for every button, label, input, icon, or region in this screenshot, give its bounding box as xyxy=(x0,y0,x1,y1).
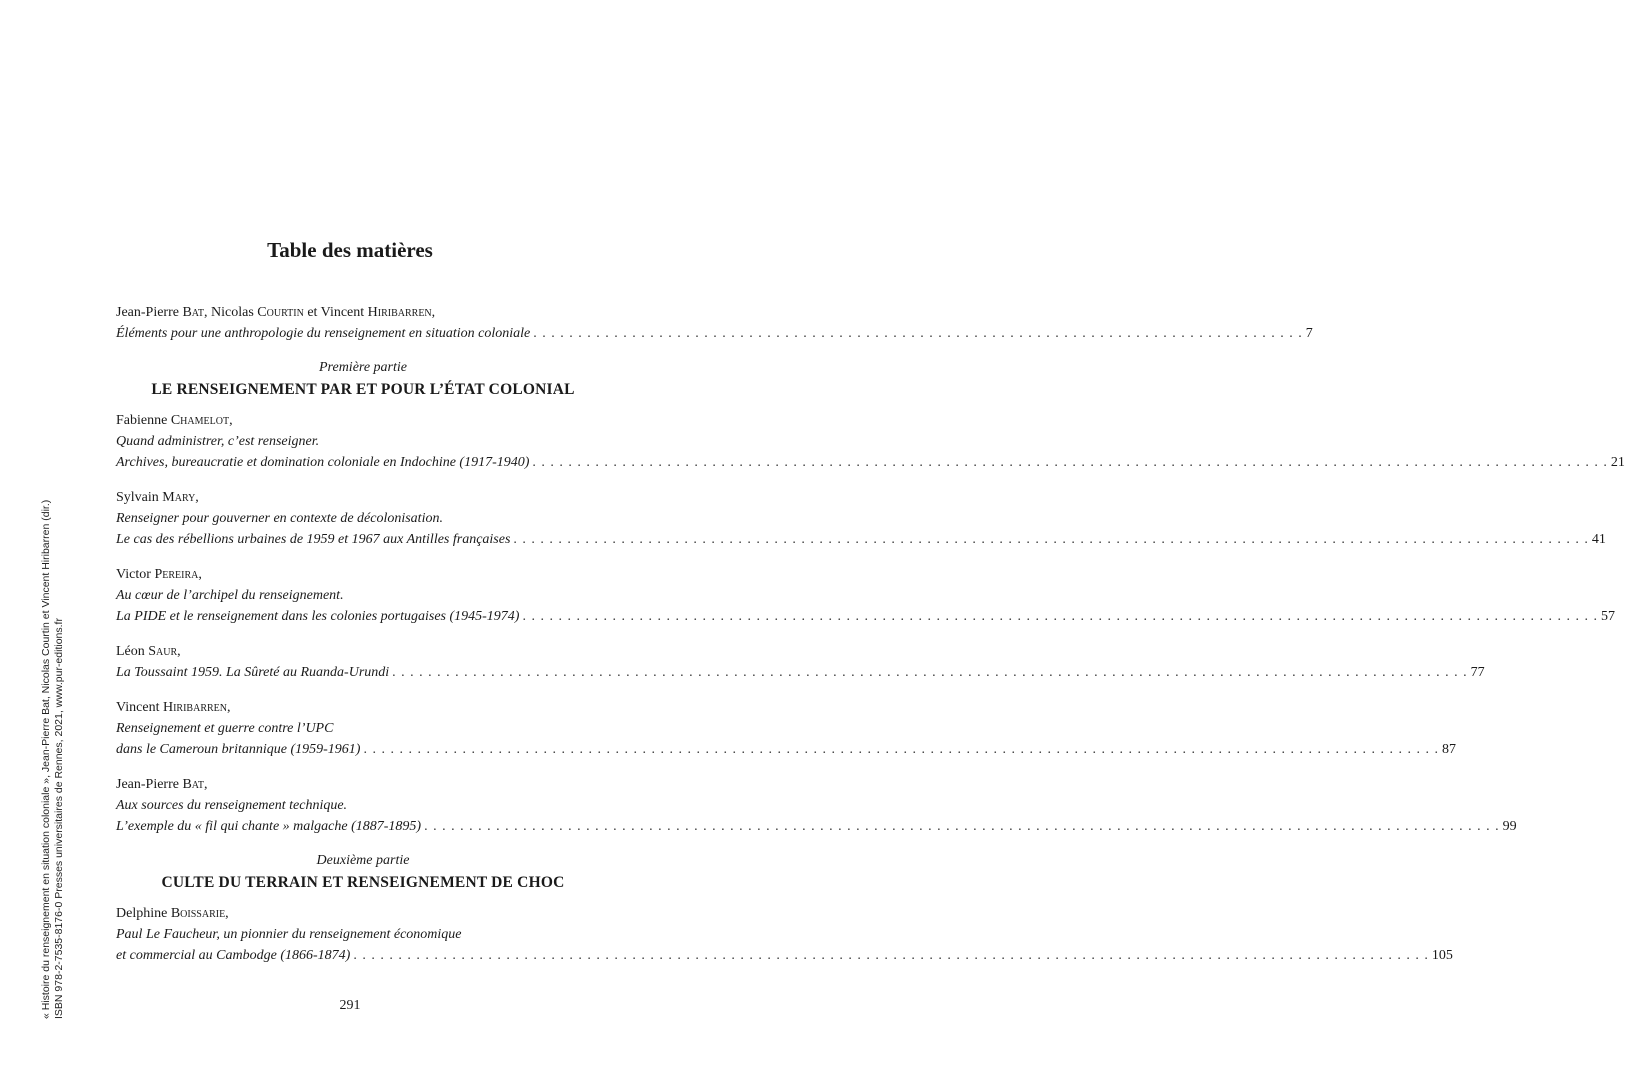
author-last-name: Hiribarren xyxy=(367,305,432,320)
toc-entry-author: Vincent Hiribarren, xyxy=(116,700,231,715)
leader-dots: . . . . . . . . . . . . . . . . . . . . . . . . . . . . . . . . . . . . . . . . . . . . . . . . . . . . . . . . . . . . . . . . . . . . . . . . . . . . . . . . . . . . . . . . . . . . . . . . . . . . . . . . . . . . . . . . . . . . . . . . xyxy=(392,665,1468,680)
author-last-name: Courtin xyxy=(257,305,304,320)
toc-entry-title-line xyxy=(116,452,1625,473)
leader-dots: . . . . . . . . . . . . . . . . . . . . . . . . . . . . . . . . . . . . . . . . . . . . . . . . . . . . . . . . . . . . . . . . . . . . . . . . . . . . . . . . . . . . . . xyxy=(533,326,1303,341)
author-last-name: Hiribarren xyxy=(162,700,227,715)
author-last-name: Bat xyxy=(182,305,205,320)
leader-dots: . . . . . . . . . . . . . . . . . . . . . . . . . . . . . . . . . . . . . . . . . . . . . . . . . . . . . . . . . . . . . . . . . . . . . . . . . . . . . . . . . . . . . . . . . . . . . . . . . . . . . . . . . . . . . . . . . . . . . . . . xyxy=(522,609,1598,624)
author-last-name: Boissarie xyxy=(170,906,226,921)
toc-entry-title-line xyxy=(116,606,1615,627)
page-title: Table des matières xyxy=(267,238,433,262)
author-last-name: Saur xyxy=(148,644,178,659)
author-first-name: Léon xyxy=(116,644,145,659)
author-first-name: Victor xyxy=(116,567,151,582)
toc-entry[interactable] xyxy=(116,903,1453,966)
toc-entry-title-line xyxy=(116,945,1453,966)
toc-entry-title: Éléments pour une anthropologie du renseignement en situation coloniale xyxy=(116,326,531,341)
toc-entry-title: et commercial au Cambodge (1866-1874) xyxy=(116,948,351,963)
toc-entry-author: Fabienne Chamelot, xyxy=(116,413,233,428)
toc-entry-author: Sylvain Mary, xyxy=(116,490,199,505)
toc-entry-author: Jean-Pierre Bat, xyxy=(116,777,208,792)
toc-entry-title-line xyxy=(116,739,1456,760)
part-title: CULTE DU TERRAIN ET RENSEIGNEMENT DE CHOC xyxy=(161,874,565,891)
author-first-name: Vincent xyxy=(320,305,365,320)
toc-entry-title-line xyxy=(116,662,1485,683)
part-label: Première partie xyxy=(319,360,407,375)
author-last-name: Chamelot xyxy=(170,413,230,428)
author-first-name: Jean-Pierre xyxy=(116,305,179,320)
toc-entry-intro[interactable] xyxy=(116,302,1313,344)
toc-entry-authors: Jean-Pierre Bat, Nicolas Courtin et Vincent Hiribarren, xyxy=(116,305,436,320)
leader-dots: . . . . . . . . . . . . . . . . . . . . . . . . . . . . . . . . . . . . . . . . . . . . . . . . . . . . . . . . . . . . . . . . . . . . . . . . . . . . . . . . . . . . . . . . . . . . . . . . . . . . . . . . . . . . . . . . . . . . . . . . xyxy=(532,455,1608,470)
toc-entry-title: Le cas des rébellions urbaines de 1959 et 1967 aux Antilles françaises xyxy=(116,532,511,547)
side-copyright-note xyxy=(40,299,65,1019)
leader-dots: . . . . . . . . . . . . . . . . . . . . . . . . . . . . . . . . . . . . . . . . . . . . . . . . . . . . . . . . . . . . . . . . . . . . . . . . . . . . . . . . . . . . . . . . . . . . . . . . . . . . . . . . . . . . . . . . . . . . . . . . xyxy=(424,819,1500,834)
author-last-name: Bat xyxy=(182,777,205,792)
author-first-name: Nicolas xyxy=(211,305,254,320)
toc-entry[interactable] xyxy=(116,487,1606,550)
toc-entry-author: Léon Saur, xyxy=(116,644,181,659)
toc-entry-title-line xyxy=(116,323,1313,344)
author-first-name: Jean-Pierre xyxy=(116,777,179,792)
leader-dots: . . . . . . . . . . . . . . . . . . . . . . . . . . . . . . . . . . . . . . . . . . . . . . . . . . . . . . . . . . . . . . . . . . . . . . . . . . . . . . . . . . . . . . . . . . . . . . . . . . . . . . . . . . . . . . . . . . . . . . . . xyxy=(513,532,1589,547)
author-first-name: Fabienne xyxy=(116,413,168,428)
page-ref: 21 xyxy=(1610,455,1625,470)
toc-part-section xyxy=(116,851,1453,966)
leader-dots: . . . . . . . . . . . . . . . . . . . . . . . . . . . . . . . . . . . . . . . . . . . . . . . . . . . . . . . . . . . . . . . . . . . . . . . . . . . . . . . . . . . . . . . . . . . . . . . . . . . . . . . . . . . . . . . . . . . . . . . . xyxy=(363,742,1439,757)
page-ref: 87 xyxy=(1441,742,1456,757)
page-ref: 105 xyxy=(1431,948,1453,963)
author-first-name: Vincent xyxy=(116,700,160,715)
page-ref: 57 xyxy=(1600,609,1615,624)
page-number: 291 xyxy=(339,998,361,1013)
toc-entry-title-line: Quand administrer, c’est renseigner. xyxy=(116,434,320,449)
toc-entry-title: L’exemple du « fil qui chante » malgache (1887-1895) xyxy=(116,819,422,834)
side-note-line-1: « Histoire du renseignement en situation coloniale », Jean-Pierre Bat, Nicolas Courtin et Vincent Hiribarren (dir.) xyxy=(40,499,52,1019)
author-first-name: Sylvain xyxy=(116,490,159,505)
author-last-name: Mary xyxy=(162,490,196,505)
toc-entry-title-line: Au cœur de l’archipel du renseignement. xyxy=(116,588,344,603)
toc-entry-title-line: Renseigner pour gouverner en contexte de décolonisation. xyxy=(116,511,443,526)
page-ref: 77 xyxy=(1470,665,1485,680)
toc-entry-author: Delphine Boissarie, xyxy=(116,906,229,921)
toc-entry-title: La Toussaint 1959. La Sûreté au Ruanda-Urundi xyxy=(116,665,390,680)
author-separator: et xyxy=(307,305,318,320)
leader-dots: . . . . . . . . . . . . . . . . . . . . . . . . . . . . . . . . . . . . . . . . . . . . . . . . . . . . . . . . . . . . . . . . . . . . . . . . . . . . . . . . . . . . . . . . . . . . . . . . . . . . . . . . . . . . . . . . . . . . . . . . xyxy=(353,948,1429,963)
toc-entry[interactable] xyxy=(116,564,1615,627)
toc-entry-title-line xyxy=(116,529,1606,550)
toc-entry-title: dans le Cameroun britannique (1959-1961) xyxy=(116,742,361,757)
toc-entry-author: Victor Pereira, xyxy=(116,567,202,582)
part-heading xyxy=(116,851,610,895)
toc-entry[interactable] xyxy=(116,641,1485,683)
toc-entry-title: La PIDE et le renseignement dans les colonies portugaises (1945-1974) xyxy=(116,609,520,624)
toc-entry-title-line: Paul Le Faucheur, un pionnier du renseignement économique xyxy=(116,927,462,942)
toc-content xyxy=(116,302,1625,980)
toc-entry[interactable] xyxy=(116,697,1456,760)
toc-parts xyxy=(116,358,1625,966)
part-title: LE RENSEIGNEMENT PAR ET POUR L’ÉTAT COLONIAL xyxy=(151,381,575,398)
page-ref: 99 xyxy=(1502,819,1517,834)
part-heading xyxy=(116,358,610,402)
toc-part-section xyxy=(116,358,1625,837)
author-first-name: Delphine xyxy=(116,906,168,921)
page-ref: 41 xyxy=(1591,532,1606,547)
toc-entry-title: Archives, bureaucratie et domination coloniale en Indochine (1917-1940) xyxy=(116,455,530,470)
side-note-line-2: ISBN 978-2-7535-8176-0 Presses universitaires de Rennes, 2021, www.pur-editions.fr xyxy=(52,618,65,1019)
toc-entry-title-line: Aux sources du renseignement technique. xyxy=(116,798,348,813)
toc-entry-title-line xyxy=(116,816,1517,837)
author-separator: , xyxy=(204,305,208,320)
toc-entry[interactable] xyxy=(116,410,1625,473)
toc-entry[interactable] xyxy=(116,774,1517,837)
toc-entry-title-line: Renseignement et guerre contre l’UPC xyxy=(116,721,334,736)
part-label: Deuxième partie xyxy=(316,853,410,868)
page-ref: 7 xyxy=(1305,326,1313,341)
author-last-name: Pereira xyxy=(154,567,199,582)
